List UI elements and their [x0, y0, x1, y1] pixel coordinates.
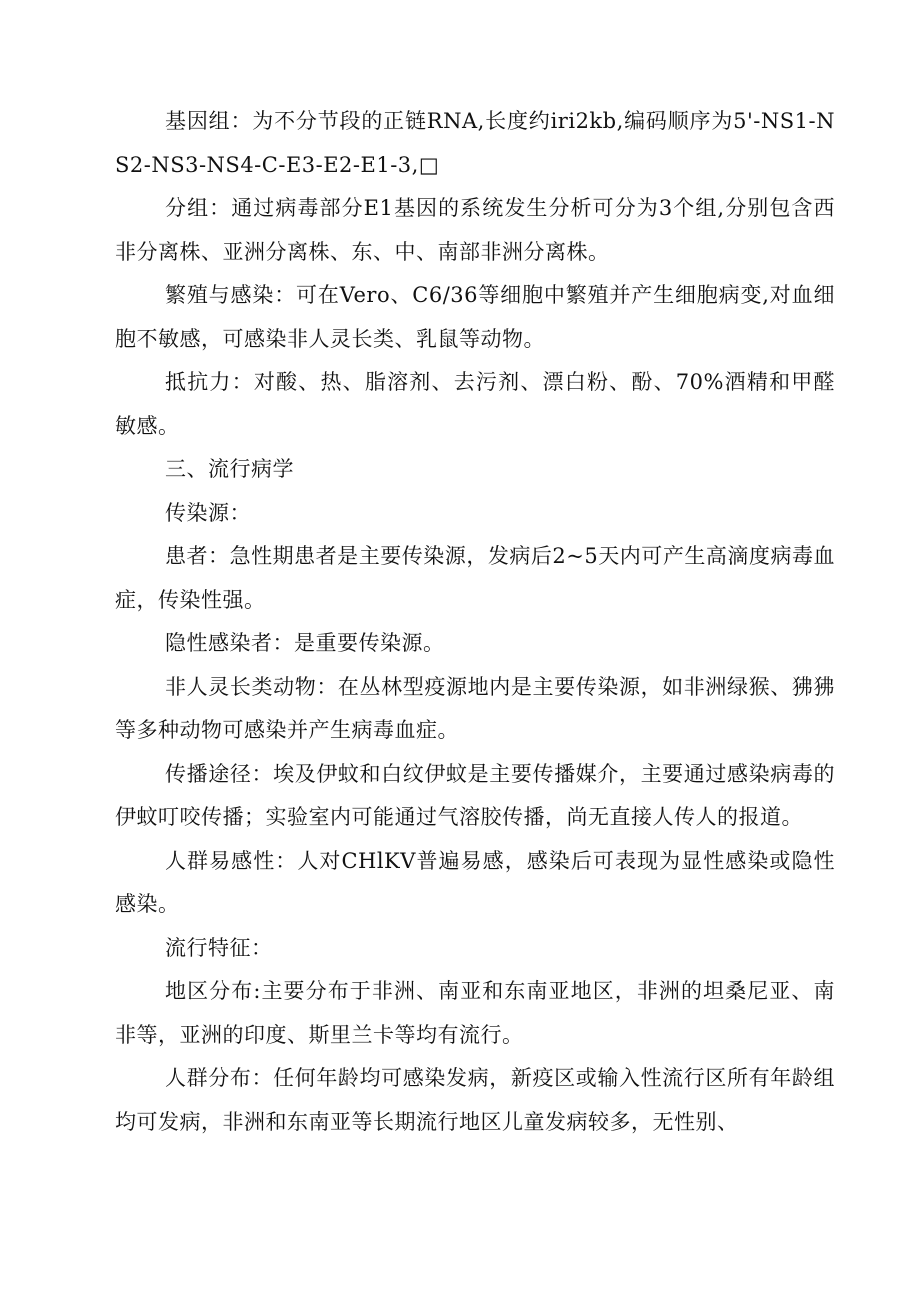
- paragraph-grouping: 分组：通过病毒部分E1基因的系统发生分析可分为3个组,分别包含西非分离株、亚洲分离株、东、中、南部非洲分离株。: [115, 196, 835, 264]
- document-page: [115, 100, 835, 1144]
- paragraph-regional: 地区分布:主要分布于非洲、南亚和东南亚地区，非洲的坦桑尼亚、南非等，亚洲的印度、斯里兰卡等均有流行。: [115, 979, 835, 1047]
- paragraph-population: 人群分布：任何年龄均可感染发病，新疫区或输入性流行区所有年龄组均可发病，非洲和东南亚等长期流行地区儿童发病较多，无性别、: [115, 1066, 835, 1134]
- paragraph-source-label: 传染源：: [165, 500, 251, 525]
- paragraph-features-label: 流行特征：: [165, 935, 273, 960]
- paragraph-propagation: 繁殖与感染：可在Vero、C6/36等细胞中繁殖并产生细胞病变,对血细胞不敏感，可感染非人灵长类、乳鼠等动物。: [115, 283, 835, 351]
- section-heading-epidemiology: 三、流行病学: [165, 457, 294, 481]
- paragraph-susceptibility: 人群易感性：人对CHlKV普遍易感，感染后可表现为显性感染或隐性感染。: [115, 848, 835, 916]
- paragraph-carriers: 隐性感染者：是重要传染源。: [165, 631, 445, 655]
- paragraph-resistance: 抵抗力：对酸、热、脂溶剂、去污剂、漂白粉、酚、70%酒精和甲醛敏感。: [115, 370, 835, 438]
- paragraph-genome: 基因组：为不分节段的正链RNA,长度约iri2kb,编码顺序为5'-NS1-NS2-NS3-NS4-C-E3-E2-E1-3,□: [115, 109, 835, 177]
- paragraph-primates: 非人灵长类动物：在丛林型疫源地内是主要传染源，如非洲绿猴、狒狒等多种动物可感染并产生病毒血症。: [115, 674, 835, 742]
- paragraph-patients: 患者：急性期患者是主要传染源，发病后2~5天内可产生高滴度病毒血症，传染性强。: [115, 544, 835, 612]
- paragraph-transmission: 传播途径：埃及伊蚊和白纹伊蚊是主要传播媒介，主要通过感染病毒的伊蚊叮咬传播；实验室内可能通过气溶胶传播，尚无直接人传人的报道。: [115, 761, 835, 829]
